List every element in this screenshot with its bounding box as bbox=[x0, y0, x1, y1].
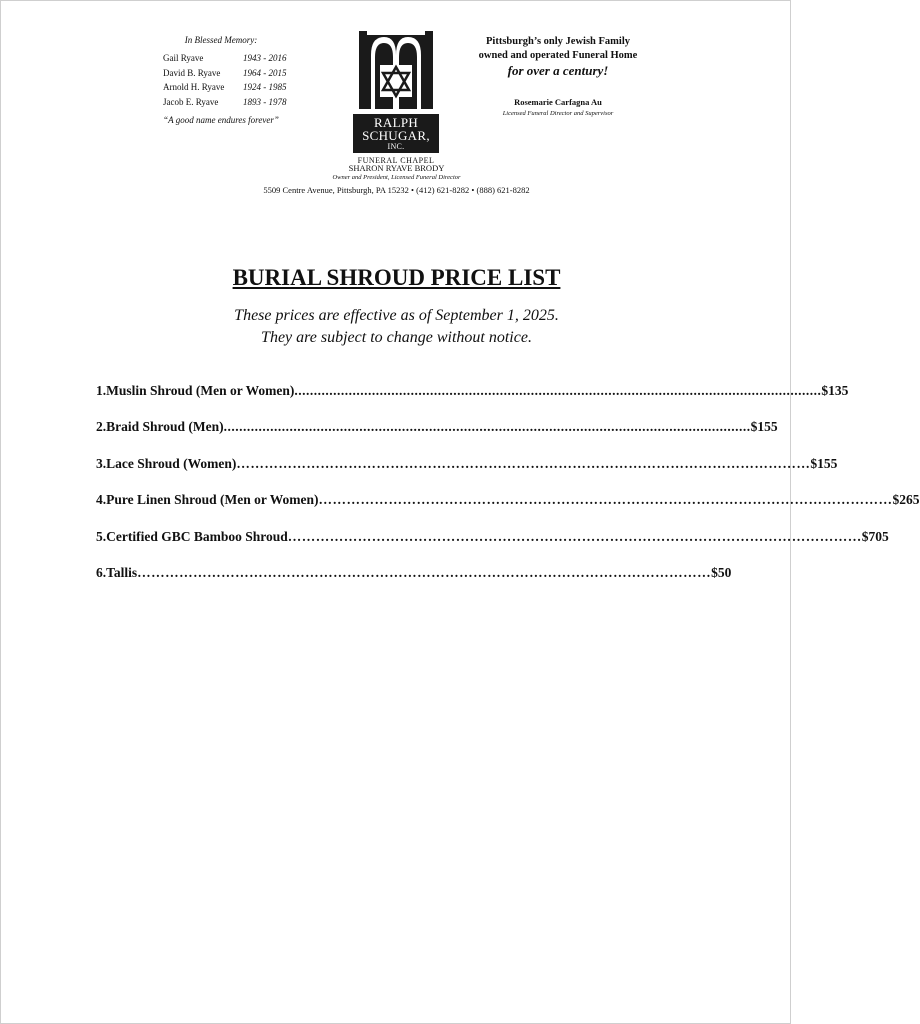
memorial-name: David B. Ryave bbox=[163, 67, 221, 78]
dot-leader: …………………………………………………………………………………………………………… bbox=[137, 564, 712, 580]
memorial-row bbox=[151, 51, 311, 66]
tagline-block bbox=[463, 35, 653, 117]
subtitle-line-2: They are subject to change without notice. bbox=[261, 329, 532, 346]
owner-title: Owner and President, Licensed Funeral Director bbox=[332, 174, 461, 181]
dot-leader: …………………………………………………………………………………………………………… bbox=[318, 492, 893, 508]
price-list bbox=[96, 383, 920, 601]
tablets-star-icon bbox=[353, 27, 439, 109]
dot-leader: ........................................................................................................................................ bbox=[294, 383, 822, 398]
item-price: $155 bbox=[810, 455, 838, 471]
memorial-row bbox=[151, 80, 311, 95]
price-list-item bbox=[96, 492, 920, 528]
item-number: 6. bbox=[96, 564, 107, 580]
item-price: $155 bbox=[750, 419, 778, 435]
item-number: 1. bbox=[96, 383, 107, 398]
item-number: 5. bbox=[96, 528, 107, 544]
price-list-item bbox=[96, 455, 838, 492]
memorial-name: Gail Ryave bbox=[163, 53, 204, 64]
item-number: 2. bbox=[96, 419, 107, 435]
item-name: Muslin Shroud (Men or Women) bbox=[106, 383, 295, 398]
tagline-line-2: owned and operated Funeral Home bbox=[478, 50, 638, 61]
director-title: Licensed Funeral Director and Supervisor bbox=[502, 110, 614, 117]
dot-leader: ........................................................................................................................................ bbox=[223, 419, 751, 435]
memorial-row bbox=[151, 95, 311, 110]
price-list-item bbox=[96, 383, 849, 419]
tagline-line-1: Pittsburgh’s only Jewish Family bbox=[486, 36, 630, 47]
item-name: Tallis bbox=[106, 564, 138, 580]
memorial-motto: “A good name endures forever” bbox=[163, 115, 279, 125]
item-price: $705 bbox=[861, 528, 889, 544]
subtitle-line-1: These prices are effective as of September 1, 2025. bbox=[234, 307, 559, 324]
price-list-item bbox=[96, 419, 778, 455]
item-number: 4. bbox=[96, 492, 107, 508]
page-title: BURIAL SHROUD PRICE LIST bbox=[232, 265, 561, 290]
dot-leader: …………………………………………………………………………………………………………… bbox=[236, 455, 811, 471]
director-name: Rosemarie Carfagna Au bbox=[514, 97, 602, 107]
memorial-years: 1943 - 2016 bbox=[243, 53, 287, 64]
dot-leader: …………………………………………………………………………………………………………… bbox=[287, 528, 862, 544]
item-price: $265 bbox=[892, 492, 920, 508]
item-price: $50 bbox=[711, 564, 732, 580]
item-price: $135 bbox=[821, 383, 849, 398]
memorial-title: In Blessed Memory: bbox=[184, 35, 258, 45]
memorial-years: 1893 - 1978 bbox=[243, 96, 287, 107]
logo-line-2: SCHUGAR, bbox=[362, 128, 430, 143]
tagline-line-3: for over a century! bbox=[507, 63, 609, 78]
logo-chapel: FUNERAL CHAPEL bbox=[357, 156, 435, 165]
owner-name: SHARON RYAVE BRODY bbox=[348, 163, 445, 173]
memorial-years: 1964 - 2015 bbox=[243, 67, 287, 78]
memorial-years: 1924 - 1985 bbox=[243, 82, 287, 93]
funeral-home-logo bbox=[353, 27, 439, 165]
item-name: Lace Shroud (Women) bbox=[106, 455, 237, 471]
memorial-name: Jacob E. Ryave bbox=[163, 96, 219, 107]
item-number: 3. bbox=[96, 455, 107, 471]
memorial-name: Arnold H. Ryave bbox=[163, 82, 225, 93]
item-name: Pure Linen Shroud (Men or Women) bbox=[106, 492, 319, 508]
item-name: Braid Shroud (Men) bbox=[106, 419, 224, 435]
memorial-row bbox=[151, 66, 311, 81]
address-line: 5509 Centre Avenue, Pittsburgh, PA 15232 • (412) 621-8282 • (888) 621-8282 bbox=[263, 185, 530, 195]
item-name: Certified GBC Bamboo Shroud bbox=[106, 528, 288, 544]
price-list-item bbox=[96, 528, 889, 565]
price-list-item bbox=[96, 564, 732, 601]
logo-line-1: RALPH bbox=[373, 115, 419, 130]
logo-line-3: INC. bbox=[387, 142, 405, 151]
memorial-block bbox=[151, 35, 311, 125]
logo-wordmark bbox=[353, 114, 439, 153]
